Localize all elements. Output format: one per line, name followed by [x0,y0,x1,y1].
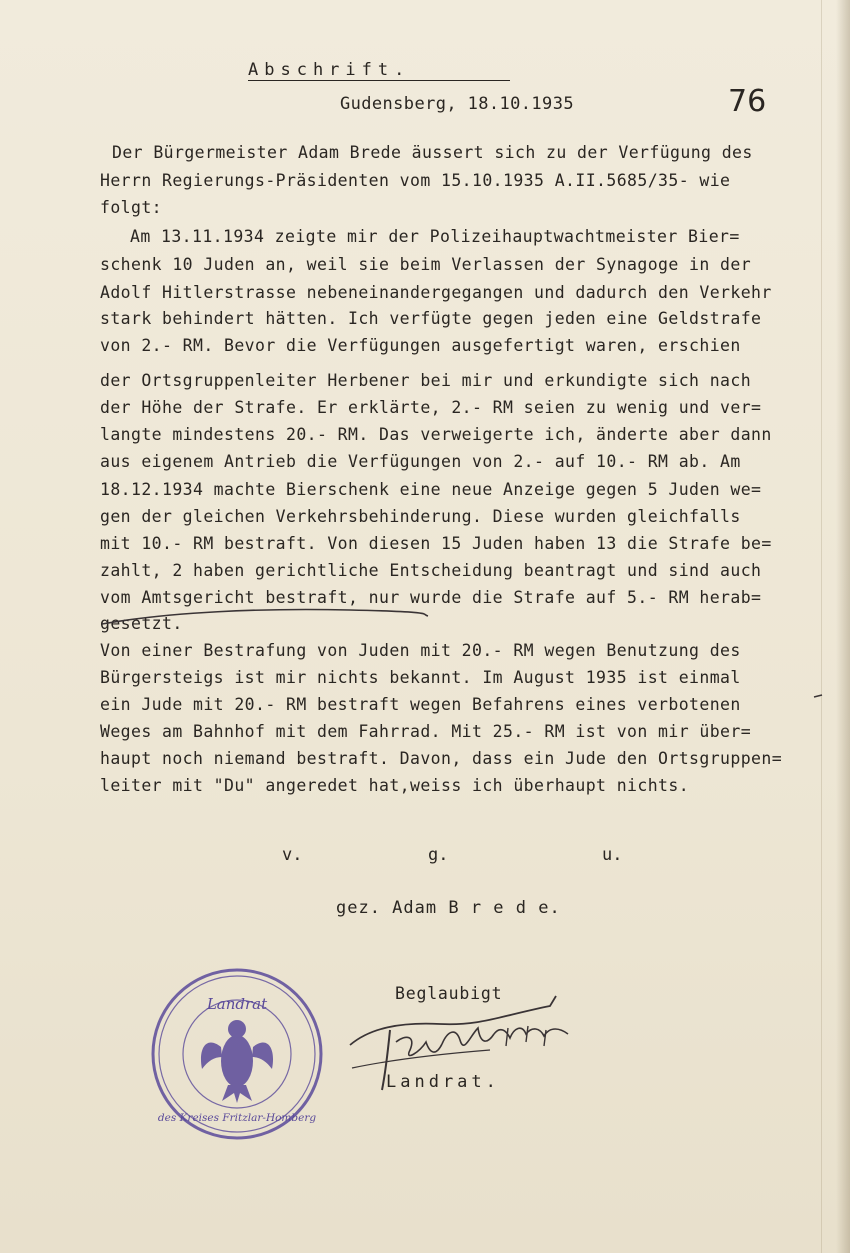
certified-label: Beglaubigt [395,984,503,1003]
page-number: 76 [728,84,767,119]
paper-edge-shadow [836,0,850,1253]
body-line: Von einer Bestrafung von Juden mit 20.- RM wegen Benutzung des [100,641,741,660]
closing-v: v. [282,845,303,865]
closing-g: g. [428,845,449,865]
body-line: folgt: [100,198,163,217]
paper-fold [821,0,822,1253]
body-line: Bürgersteigs ist mir nichts bekannt. Im August 1935 ist einmal [100,668,741,687]
ink-mark [813,693,823,699]
body-line: zahlt, 2 haben gerichtliche Entscheidung beantragt und sind auch [100,561,762,580]
body-line: vom Amtsgericht bestraft, nur wurde die Strafe auf 5.- RM herab= [100,588,762,607]
document-heading: Abschrift. [248,60,411,80]
body-line: der Höhe der Strafe. Er erklärte, 2.- RM seien zu wenig und ver= [100,398,762,417]
body-line: der Ortsgruppenleiter Herbener bei mir und erkundigte sich nach [100,371,752,390]
signed-by: gez. Adam B r e d e. [336,898,561,918]
body-line: haupt noch niemand bestraft. Davon, dass ein Jude den Ortsgruppen= [100,749,783,768]
body-line: schenk 10 Juden an, weil sie beim Verlassen der Synagoge in der [100,255,752,274]
body-line: gen der gleichen Verkehrsbehinderung. Diese wurden gleichfalls [100,507,741,526]
heading-underline [248,80,510,81]
closing-u: u. [602,845,623,865]
body-line: Herrn Regierungs-Präsidenten vom 15.10.1935 A.II.5685/35- wie [100,171,731,190]
body-line: leiter mit "Du" angeredet hat,weiss ich überhaupt nichts. [100,776,690,795]
body-line: gesetzt. [100,614,183,633]
stamp-text-bottom: des Kreises Fritzlar-Homberg [157,1112,317,1124]
body-line: von 2.- RM. Bevor die Verfügungen ausgefertigt waren, erschien [100,336,741,355]
stamp-text-top: Landrat [206,995,268,1013]
pen-underline [100,600,430,630]
handwritten-signature [330,990,610,1100]
body-line: mit 10.- RM bestraft. Von diesen 15 Juden haben 13 die Strafe be= [100,534,772,553]
body-line: ein Jude mit 20.- RM bestraft wegen Befahrens eines verbotenen [100,695,741,714]
place-date: Gudensberg, 18.10.1935 [340,94,574,114]
official-stamp [148,965,326,1143]
body-line: Adolf Hitlerstrasse nebeneinandergegangen und dadurch den Verkehr [100,283,772,302]
body-line: stark behindert hätten. Ich verfügte gegen jeden eine Geldstrafe [100,309,762,328]
body-line: Der Bürgermeister Adam Brede äussert sich zu der Verfügung des [112,143,753,162]
body-line: 18.12.1934 machte Bierschenk eine neue Anzeige gegen 5 Juden we= [100,480,762,499]
body-line: langte mindestens 20.- RM. Das verweigerte ich, änderte aber dann [100,425,772,444]
body-line: Weges am Bahnhof mit dem Fahrrad. Mit 25.- RM ist von mir über= [100,722,752,741]
official-title: Landrat. [386,1072,500,1092]
body-line: Am 13.11.1934 zeigte mir der Polizeihauptwachtmeister Bier= [130,227,740,246]
body-line: aus eigenem Antrieb die Verfügungen von 2.- auf 10.- RM ab. Am [100,452,741,471]
